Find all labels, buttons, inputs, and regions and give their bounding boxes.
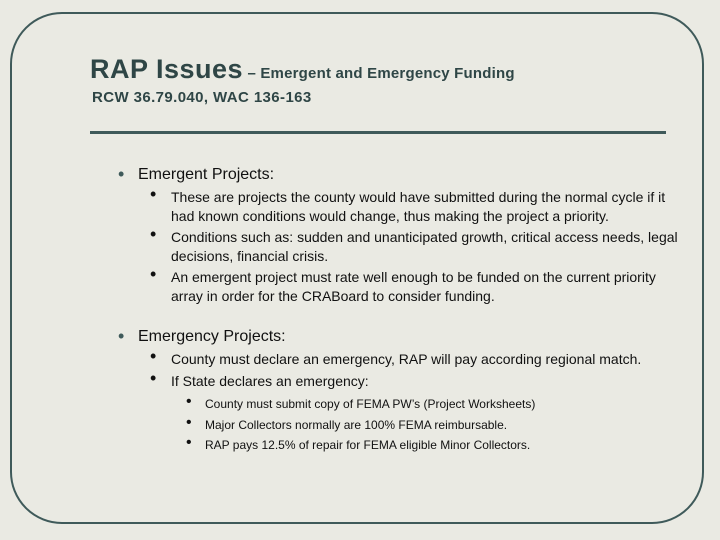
sub-list-item-text: RAP pays 12.5% of repair for FEMA eligible Minor Collectors. — [205, 438, 531, 452]
title-main: RAP Issues — [90, 54, 244, 84]
sub-list-item-text: Major Collectors normally are 100% FEMA reimbursable. — [205, 418, 508, 432]
title-sub: – Emergent and Emergency Funding — [243, 65, 515, 82]
section-heading-text: Emergency Projects: — [138, 328, 286, 345]
bullet-icon: • — [186, 434, 192, 451]
bullet-icon: • — [186, 414, 192, 431]
bullet-icon: • — [150, 264, 157, 284]
section-heading-text: Emergent Projects: — [138, 166, 275, 183]
list-item-text: These are projects the county would have submitted during the normal cycle if it had known conditions would change, thus making the project a priority. — [171, 189, 666, 224]
bullet-icon: • — [118, 326, 125, 346]
bullet-icon: • — [150, 184, 157, 204]
bullet-icon: • — [150, 368, 157, 388]
list-item-text: An emergent project must rate well enough to be funded on the current priority array in order for the CRABoard to consider funding. — [171, 269, 656, 304]
bullet-icon: • — [150, 346, 157, 366]
list-item-text: If State declares an emergency: — [171, 373, 369, 389]
bullet-icon: • — [118, 164, 125, 184]
list-item-text: Conditions such as: sudden and unanticipated growth, critical access needs, legal decisions, financial crisis. — [171, 229, 678, 264]
list-item-text: County must declare an emergency, RAP will pay according regional match. — [171, 351, 642, 367]
slide-subtitle: RCW 36.79.040, WAC 136-163 — [92, 89, 312, 106]
sub-list-item-text: County must submit copy of FEMA PW’s (Project Worksheets) — [205, 397, 536, 411]
bullet-icon: • — [186, 393, 192, 410]
bullet-icon: • — [150, 224, 157, 244]
